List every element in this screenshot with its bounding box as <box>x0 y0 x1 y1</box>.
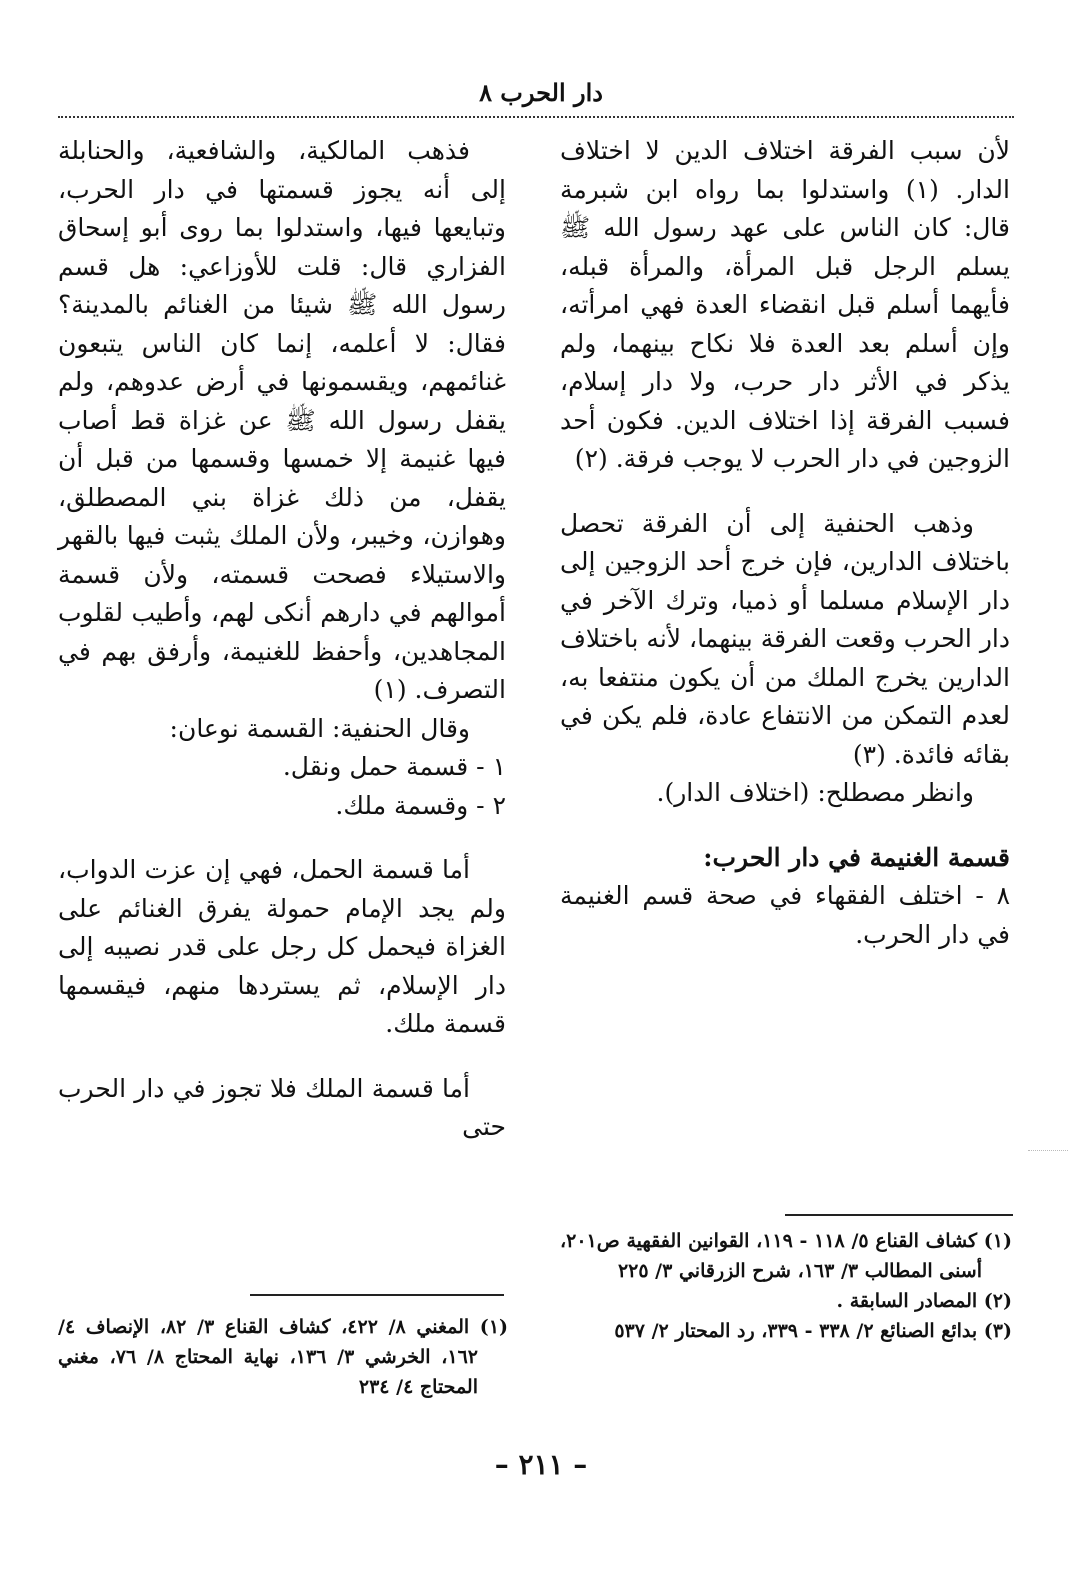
footnote: (٣) بدائع الصنائع ٢/ ٣٣٨ - ٣٣٩، رد المحتار ٢/ ٥٣٧ <box>614 1320 1012 1342</box>
left-footnotes <box>58 1312 508 1402</box>
scan-edge-mark <box>1028 1150 1068 1163</box>
running-header: دار الحرب ٨ <box>479 78 603 107</box>
paragraph: وانظر مصطلح: (اختلاف الدار). <box>656 778 974 807</box>
right-footnotes <box>560 1226 1012 1346</box>
right-column <box>560 132 1010 954</box>
paragraph: وذهب الحنفية إلى أن الفرقة تحصل باختلاف الدارين، فإن خرج أحد الزوجين إلى دار الإسلام مسلما أو ذميا، وترك الآخر في دار الحرب وقعت الفرقة بينهما، لأنه باختلاف الدارين يخرج الملك من أن يكون منتفعا به، لعدم التمكن من الانتفاع عادة، فلم يكن في بقائه فائدة. (٣) <box>560 508 1010 769</box>
page-number: – ٢١١ – <box>494 1448 588 1481</box>
list-item: ٢ - وقسمة ملك. <box>335 790 506 820</box>
footnote-separator-left <box>250 1294 504 1296</box>
paragraph: فذهب المالكية، والشافعية، والحنابلة إلى أنه يجوز قسمتها في دار الحرب، وتبايعها فيها، واستدلوا بما روى أبو إسحاق الفزاري قال: قلت للأوزاعي: هل قسم رسول الله ﷺ شيئا من الغنائم بالمدينة؟ فقال: لا أعلمه، إنما كان الناس يتبعون غنائمهم، ويقسمونها في أرض عدوهم، ولم يقفل رسول الله ﷺ عن غزاة قط أصاب فيها غنيمة إلا خمسها وقسمها من قبل أن يقفل، من ذلك غزاة بني المصطلق، وهوازن، وخيبر، ولأن الملك يثبت فيها بالقهر والاستيلاء فصحت قسمته، ولأن قسمة أموالهم في دارهم أنكى لهم، وأطيب لقلوب المجاهدين، وأحفظ للغنيمة، وأرفق بهم في التصرف. (١) <box>58 136 506 704</box>
paragraph: أما قسمة الحمل، فهي إن عزت الدواب، ولم يجد الإمام حمولة يفرق الغنائم على الغزاة فيحمل كل رجل على قدر نصيبه إلى دار الإسلام، ثم يستردها منهم، فيقسمها قسمة ملك. <box>58 855 506 1038</box>
footnote: (١) المغني ٨/ ٤٢٢، كشاف القناع ٣/ ٨٢، الإنصاف ٤/ ١٦٢، الخرشي ٣/ ١٣٦، نهاية المحتاج ٨/ ٧٦، مغني المحتاج ٤/ ٢٣٤ <box>58 1316 509 1398</box>
footnote: (١) كشاف القناع ٥/ ١١٨ - ١١٩، القوانين الفقهية ص٢٠١، أسنى المطالب ٣/ ١٦٣، شرح الزرقاني ٣/ ٢٢٥ <box>560 1230 1012 1282</box>
paragraph: ٨ - اختلف الفقهاء في صحة قسم الغنيمة في دار الحرب. <box>560 881 1010 949</box>
paragraph: لأن سبب الفرقة اختلاف الدين لا اختلاف الدار. (١) واستدلوا بما رواه ابن شبرمة قال: كان الناس على عهد رسول الله ﷺ يسلم الرجل قبل المرأة، والمرأة قبله، فأيهما أسلم قبل انقضاء العدة فهي امرأته، وإن أسلم بعد العدة فلا نكاح بينهما، ولم يذكر في الأثر دار حرب، ولا دار إسلام، فسبب الفرقة إذا اختلاف الدين. فكون أحد الزوجين في دار الحرب لا يوجب فرقة. (٢) <box>560 136 1010 473</box>
header-dotted-rule <box>58 116 1014 118</box>
paragraph: أما قسمة الملك فلا تجوز في دار الحرب حتى <box>58 1073 506 1141</box>
footnote: (٢) المصادر السابقة . <box>836 1290 1012 1312</box>
footnote-separator-right <box>785 1214 1013 1216</box>
section-heading: قسمة الغنيمة في دار الحرب: <box>703 842 1010 872</box>
paragraph: وقال الحنفية: القسمة نوعان: <box>169 713 470 743</box>
left-column <box>58 132 506 1147</box>
list-item: ١ - قسمة حمل ونقل. <box>282 752 506 781</box>
